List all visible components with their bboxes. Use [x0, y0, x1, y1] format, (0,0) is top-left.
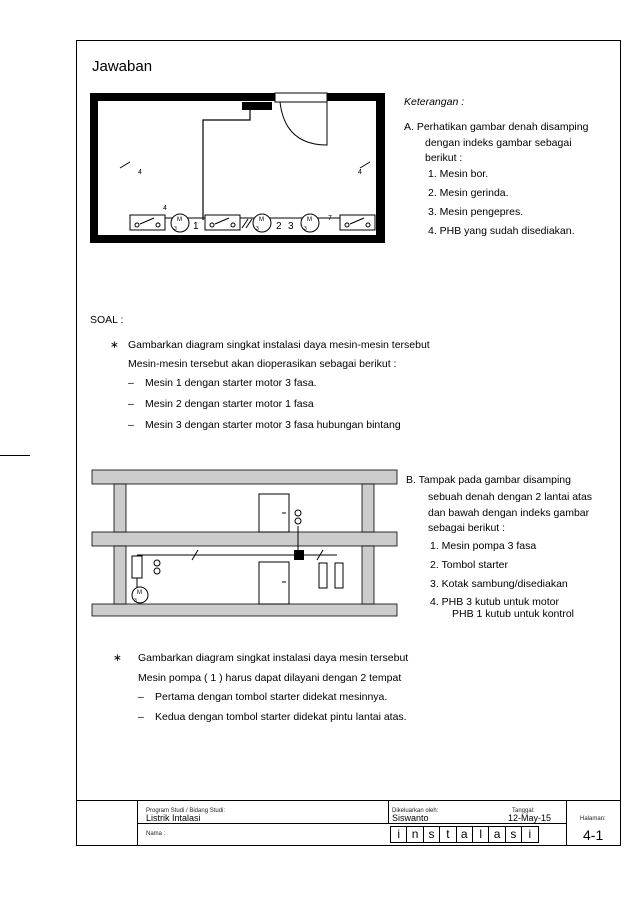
starter-lower-icon — [154, 560, 160, 566]
issued-value: Siswanto — [392, 813, 429, 823]
phb-left-label: 4 — [138, 169, 142, 176]
dash: – — [128, 419, 134, 431]
soal-line-1: Gambarkan diagram singkat instalasi daya mesin-mesin tersebut — [128, 339, 430, 351]
svg-text:7: 7 — [328, 215, 332, 222]
section-b-intro-3: dan bawah dengan indeks gambar — [428, 507, 590, 519]
section-b-item: 2. Tombol starter — [430, 559, 509, 571]
section-b-item: 4. PHB 3 kutub untuk motor — [430, 596, 559, 608]
section-a-item: 3. Mesin pengepres. — [428, 206, 524, 218]
soal-item: Mesin 2 dengan starter motor 1 fasa — [145, 398, 314, 410]
main-box — [242, 102, 272, 110]
program-label: Program Studi / Bidang Studi: — [146, 808, 226, 814]
phb-3pole-icon — [319, 563, 327, 588]
phb-1pole-icon — [335, 563, 343, 588]
junction-box-icon — [294, 550, 304, 560]
floor-plan-diagram-b — [92, 470, 397, 620]
issued-label: Dikeluarkan oleh: — [392, 808, 439, 814]
svg-text:M: M — [177, 217, 182, 223]
section-b-item: 3. Kotak sambung/disediakan — [430, 578, 568, 590]
svg-text:M: M — [307, 217, 312, 223]
date-label: Tanggal: — [512, 808, 535, 814]
svg-text:M: M — [137, 590, 142, 596]
soal-b-line-1: Gambarkan diagram singkat instalasi daya mesin tersebut — [138, 652, 409, 664]
bullet: ∗ — [113, 652, 122, 664]
section-b-item: 1. Mesin pompa 3 fasa — [430, 540, 537, 552]
section-b-intro-4: sebagai berikut : — [428, 522, 506, 534]
page-title: Jawaban — [92, 58, 153, 75]
instalasi-stamp: i n s t a l a s i — [391, 826, 539, 843]
dash: – — [128, 377, 134, 389]
margin-mark — [0, 455, 30, 456]
svg-text:4: 4 — [163, 205, 167, 212]
page-value: 4-1 — [583, 827, 604, 843]
date-value: 12-May-15 — [508, 813, 552, 823]
name-label: Nama : — [146, 831, 166, 837]
door-lower — [259, 562, 289, 604]
bullet: ∗ — [110, 339, 119, 351]
svg-text:3: 3 — [256, 226, 259, 232]
page-label: Halaman: — [580, 816, 606, 822]
soal-label: SOAL : — [90, 314, 124, 326]
svg-text:M: M — [259, 217, 264, 223]
phb-right-label: 4 — [358, 169, 362, 176]
dash: – — [138, 711, 144, 723]
section-a-item: 4. PHB yang sudah disediakan. — [428, 225, 575, 237]
svg-text:3: 3 — [134, 598, 137, 604]
floor-plan-diagram-a — [90, 90, 400, 260]
svg-text:3: 3 — [304, 226, 307, 232]
soal-b-item: Pertama dengan tombol starter didekat mesinnya. — [155, 691, 388, 703]
keterangan-heading: Keterangan : — [404, 96, 465, 108]
soal-line-2: Mesin-mesin tersebut akan dioperasikan sebagai berikut : — [128, 358, 397, 370]
machine-3-label: 3 — [288, 221, 294, 232]
section-a-intro-2: dengan indeks gambar sebagai — [425, 137, 572, 149]
soal-item: Mesin 3 dengan starter motor 3 fasa hubungan bintang — [145, 419, 401, 431]
section-a-intro-1: A. Perhatikan gambar denah disamping — [404, 121, 589, 133]
section-b-intro-1: B. Tampak pada gambar disamping — [406, 474, 571, 486]
machine-2-label: 2 — [276, 221, 282, 232]
footer — [76, 800, 621, 846]
section-b-intro-2: sebuah denah dengan 2 lantai atas — [428, 491, 593, 503]
soal-b-item: Kedua dengan tombol starter didekat pintu lantai atas. — [155, 711, 407, 723]
svg-text:3: 3 — [174, 226, 177, 232]
soal-item: Mesin 1 dengan starter motor 3 fasa. — [145, 377, 317, 389]
section-b-item-4b: PHB 1 kutub untuk kontrol — [452, 608, 574, 620]
section-a-item: 2. Mesin gerinda. — [428, 187, 509, 199]
soal-b-line-2: Mesin pompa ( 1 ) harus dapat dilayani dengan 2 tempat — [138, 672, 402, 684]
starter-upper-icon — [295, 510, 301, 516]
machine-1-label: 1 — [193, 221, 199, 232]
door-opening — [275, 93, 327, 102]
section-a-intro-3: berikut : — [425, 152, 463, 164]
dash: – — [138, 691, 144, 703]
program-value: Listrik Intalasi — [146, 813, 201, 823]
section-a-item: 1. Mesin bor. — [428, 168, 489, 180]
dash: – — [128, 398, 134, 410]
